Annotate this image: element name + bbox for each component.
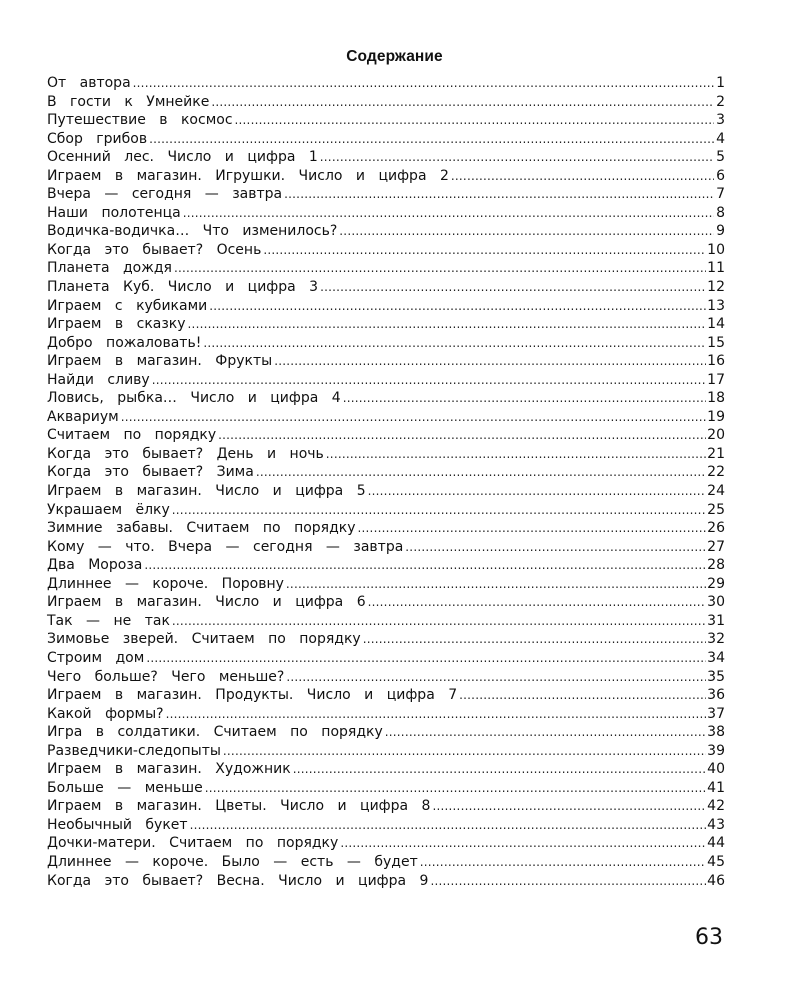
toc-entry bbox=[47, 334, 725, 353]
toc-entry-page: 43 bbox=[707, 816, 725, 833]
toc-entry-page: 42 bbox=[707, 798, 725, 815]
toc-leader-dots bbox=[149, 130, 714, 149]
toc-entry bbox=[47, 93, 725, 112]
toc-entry-title: Добро пожаловать! bbox=[47, 334, 202, 351]
toc-entry-title: Зимовье зверей. Считаем по порядку bbox=[47, 631, 361, 648]
toc-entry bbox=[47, 74, 725, 93]
toc-leader-dots bbox=[385, 723, 706, 742]
toc-entry bbox=[47, 797, 725, 816]
toc-entry bbox=[47, 834, 725, 853]
toc-entry-title: Когда это бывает? Весна. Число и цифра 9 bbox=[47, 872, 429, 889]
toc-entry bbox=[47, 148, 725, 167]
toc-entry-page: 20 bbox=[707, 427, 725, 444]
toc-entry bbox=[47, 278, 725, 297]
toc-entry bbox=[47, 630, 725, 649]
toc-leader-dots bbox=[166, 705, 707, 724]
toc-entry-title: Кому — что. Вчера — сегодня — завтра bbox=[47, 538, 404, 555]
toc-entry-title: Два Мороза bbox=[47, 557, 143, 574]
toc-entry bbox=[47, 204, 725, 223]
toc-leader-dots bbox=[286, 668, 706, 687]
toc-leader-dots bbox=[363, 630, 706, 649]
toc-entry-title: Играем в магазин. Игрушки. Число и цифра 2 bbox=[47, 167, 449, 184]
toc-entry-title: Сбор грибов bbox=[47, 130, 148, 147]
toc-entry-page: 12 bbox=[707, 279, 725, 296]
toc-leader-dots bbox=[174, 259, 706, 278]
toc-entry bbox=[47, 408, 725, 427]
toc-entry-title: Игра в солдатики. Считаем по порядку bbox=[47, 724, 383, 741]
toc-entry-title: Так — не так bbox=[47, 612, 170, 629]
toc-entry-page: 27 bbox=[707, 538, 725, 555]
toc-entry bbox=[47, 241, 725, 260]
toc-entry bbox=[47, 445, 725, 464]
toc-entry bbox=[47, 649, 725, 668]
toc-entry bbox=[47, 482, 725, 501]
toc-entry bbox=[47, 259, 725, 278]
toc-entry-page: 24 bbox=[707, 483, 725, 500]
toc-entry-title: Играем в магазин. Художник bbox=[47, 761, 291, 778]
toc-entry bbox=[47, 668, 725, 687]
toc-entry-page: 46 bbox=[707, 872, 725, 889]
toc-entry bbox=[47, 853, 725, 872]
toc-entry-title: Необычный букет bbox=[47, 816, 188, 833]
toc-entry-title: Какой формы? bbox=[47, 705, 164, 722]
toc-leader-dots bbox=[326, 445, 706, 464]
toc-entry bbox=[47, 222, 725, 241]
toc-entry-title: Ловись, рыбка… Число и цифра 4 bbox=[47, 390, 341, 407]
toc-entry-title: Считаем по порядку bbox=[47, 427, 217, 444]
toc-entry-title: Разведчики-следопыты bbox=[47, 742, 221, 759]
toc-entry-page: 25 bbox=[707, 501, 725, 518]
toc-leader-dots bbox=[183, 204, 714, 223]
toc-entry-page: 30 bbox=[707, 594, 725, 611]
toc-entry-page: 16 bbox=[707, 353, 725, 370]
toc-entry-title: Зимние забавы. Считаем по порядку bbox=[47, 520, 356, 537]
toc-entry-page: 40 bbox=[707, 761, 725, 778]
toc-leader-dots bbox=[343, 389, 706, 408]
toc-entry bbox=[47, 371, 725, 390]
toc-leader-dots bbox=[121, 408, 706, 427]
contents-heading: Содержание bbox=[346, 48, 443, 65]
toc-entry-page: 36 bbox=[707, 687, 725, 704]
toc-entry-title: Играем в магазин. Продукты. Число и цифра 7 bbox=[47, 687, 458, 704]
toc-entry-title: От автора bbox=[47, 75, 131, 91]
toc-entry-page: 32 bbox=[707, 631, 725, 648]
toc-leader-dots bbox=[190, 816, 707, 835]
toc-leader-dots bbox=[284, 185, 714, 204]
toc-entry-title: Украшаем ёлку bbox=[47, 501, 170, 518]
toc-leader-dots bbox=[256, 463, 706, 482]
toc-entry-title: Когда это бывает? День и ночь bbox=[47, 445, 324, 462]
toc-leader-dots bbox=[432, 797, 706, 816]
toc-leader-dots bbox=[339, 222, 714, 241]
toc-entry bbox=[47, 612, 725, 631]
toc-entry-page: 28 bbox=[707, 557, 725, 574]
toc-entry-page: 38 bbox=[707, 724, 725, 741]
toc-entry-title: Планета Куб. Число и цифра 3 bbox=[47, 279, 319, 296]
toc-leader-dots bbox=[459, 686, 706, 705]
toc-leader-dots bbox=[430, 872, 706, 891]
toc-entry-page: 6 bbox=[716, 167, 725, 184]
toc-entry-title: Играем в магазин. Число и цифра 5 bbox=[47, 483, 366, 500]
toc-entry-page: 19 bbox=[707, 408, 725, 425]
toc-entry bbox=[47, 723, 725, 742]
toc-entry-page: 21 bbox=[707, 445, 725, 462]
toc-entry bbox=[47, 352, 725, 371]
toc-entry-title: Строим дом bbox=[47, 649, 145, 666]
toc-entry-title: Найди сливу bbox=[47, 371, 150, 388]
page-number: 63 bbox=[695, 925, 723, 950]
toc-entry-title: Вчера — сегодня — завтра bbox=[47, 186, 283, 203]
toc-entry-title: Длиннее — короче. Было — есть — будет bbox=[47, 853, 418, 870]
toc-entry-page: 15 bbox=[707, 334, 725, 351]
toc-leader-dots bbox=[152, 371, 706, 390]
toc-entry bbox=[47, 593, 725, 612]
toc-entry-title: Путешествие в космос bbox=[47, 112, 233, 129]
toc-entry-title: Играем в сказку bbox=[47, 316, 186, 333]
toc-entry bbox=[47, 779, 725, 798]
toc-entry-page: 11 bbox=[707, 260, 725, 277]
toc-entry-title: Играем в магазин. Число и цифра 6 bbox=[47, 594, 366, 611]
toc-leader-dots bbox=[420, 853, 706, 872]
toc-entry-page: 31 bbox=[707, 612, 725, 629]
toc-leader-dots bbox=[172, 612, 706, 631]
toc-entry-page: 13 bbox=[707, 297, 725, 314]
toc-leader-dots bbox=[368, 593, 707, 612]
toc-entry bbox=[47, 315, 725, 334]
toc-leader-dots bbox=[368, 482, 707, 501]
toc-entry-page: 3 bbox=[716, 112, 725, 129]
toc-entry bbox=[47, 389, 725, 408]
toc-entry bbox=[47, 167, 725, 186]
toc-entry-title: В гости к Умнейке bbox=[47, 93, 210, 110]
toc-leader-dots bbox=[235, 111, 714, 130]
toc-entry bbox=[47, 742, 725, 761]
toc-entry-page: 35 bbox=[707, 668, 725, 685]
toc-entry bbox=[47, 686, 725, 705]
toc-entry-page: 17 bbox=[707, 371, 725, 388]
toc-entry bbox=[47, 872, 725, 891]
toc-leader-dots bbox=[133, 74, 714, 93]
toc-leader-dots bbox=[144, 556, 706, 575]
toc-entry-page: 7 bbox=[716, 186, 725, 203]
toc-entry-page: 4 bbox=[716, 130, 725, 147]
toc-leader-dots bbox=[209, 297, 706, 316]
toc-entry-page: 2 bbox=[716, 93, 725, 110]
toc-leader-dots bbox=[188, 315, 707, 334]
toc-leader-dots bbox=[405, 538, 706, 557]
toc-leader-dots bbox=[293, 760, 706, 779]
toc-leader-dots bbox=[451, 167, 714, 186]
table-of-contents bbox=[47, 74, 725, 890]
toc-entry-page: 44 bbox=[707, 835, 725, 852]
toc-entry-title: Аквариум bbox=[47, 408, 119, 425]
toc-entry-title: Длиннее — короче. Поровну bbox=[47, 575, 284, 592]
toc-entry bbox=[47, 297, 725, 316]
toc-leader-dots bbox=[274, 352, 706, 371]
toc-entry-page: 41 bbox=[707, 779, 725, 796]
toc-entry bbox=[47, 185, 725, 204]
toc-entry-title: Наши полотенца bbox=[47, 204, 181, 221]
toc-entry-title: Играем в магазин. Фрукты bbox=[47, 353, 273, 370]
toc-entry-page: 8 bbox=[716, 204, 725, 221]
toc-entry bbox=[47, 556, 725, 575]
toc-leader-dots bbox=[340, 834, 706, 853]
toc-entry-page: 45 bbox=[707, 853, 725, 870]
toc-entry bbox=[47, 760, 725, 779]
toc-entry bbox=[47, 816, 725, 835]
toc-entry-title: Дочки-матери. Считаем по порядку bbox=[47, 835, 339, 852]
toc-leader-dots bbox=[223, 742, 706, 761]
toc-entry-title: Чего больше? Чего меньше? bbox=[47, 668, 285, 685]
toc-leader-dots bbox=[263, 241, 706, 260]
toc-entry-title: Играем с кубиками bbox=[47, 297, 208, 314]
toc-entry bbox=[47, 111, 725, 130]
toc-entry-title: Когда это бывает? Осень bbox=[47, 241, 262, 258]
toc-leader-dots bbox=[286, 575, 706, 594]
toc-entry bbox=[47, 575, 725, 594]
toc-entry-page: 9 bbox=[716, 223, 725, 240]
toc-entry bbox=[47, 519, 725, 538]
toc-entry bbox=[47, 538, 725, 557]
toc-leader-dots bbox=[358, 519, 707, 538]
toc-entry-title: Когда это бывает? Зима bbox=[47, 464, 254, 481]
toc-entry-page: 14 bbox=[707, 316, 725, 333]
toc-leader-dots bbox=[172, 501, 706, 520]
toc-entry bbox=[47, 130, 725, 149]
toc-entry-title: Осенний лес. Число и цифра 1 bbox=[47, 149, 318, 166]
toc-entry bbox=[47, 501, 725, 520]
toc-entry-page: 29 bbox=[707, 575, 725, 592]
toc-entry-title: Больше — меньше bbox=[47, 779, 203, 796]
toc-entry-page: 34 bbox=[707, 649, 725, 666]
toc-leader-dots bbox=[218, 426, 706, 445]
toc-entry-page: 39 bbox=[707, 742, 725, 759]
toc-leader-dots bbox=[320, 278, 706, 297]
toc-leader-dots bbox=[203, 334, 706, 353]
toc-entry-page: 22 bbox=[707, 464, 725, 481]
toc-leader-dots bbox=[320, 148, 714, 167]
toc-entry-page: 1 bbox=[716, 75, 725, 91]
toc-leader-dots bbox=[146, 649, 706, 668]
toc-entry-page: 37 bbox=[707, 705, 725, 722]
toc-entry-page: 5 bbox=[716, 149, 725, 166]
toc-entry-title: Планета дождя bbox=[47, 260, 172, 277]
toc-entry bbox=[47, 426, 725, 445]
toc-entry-title: Играем в магазин. Цветы. Число и цифра 8 bbox=[47, 798, 431, 815]
toc-leader-dots bbox=[211, 93, 714, 112]
toc-entry bbox=[47, 463, 725, 482]
toc-entry-page: 26 bbox=[707, 520, 725, 537]
toc-entry bbox=[47, 705, 725, 724]
toc-entry-title: Водичка-водичка… Что изменилось? bbox=[47, 223, 338, 240]
toc-entry-page: 10 bbox=[707, 241, 725, 258]
toc-leader-dots bbox=[205, 779, 706, 798]
toc-entry-page: 18 bbox=[707, 390, 725, 407]
